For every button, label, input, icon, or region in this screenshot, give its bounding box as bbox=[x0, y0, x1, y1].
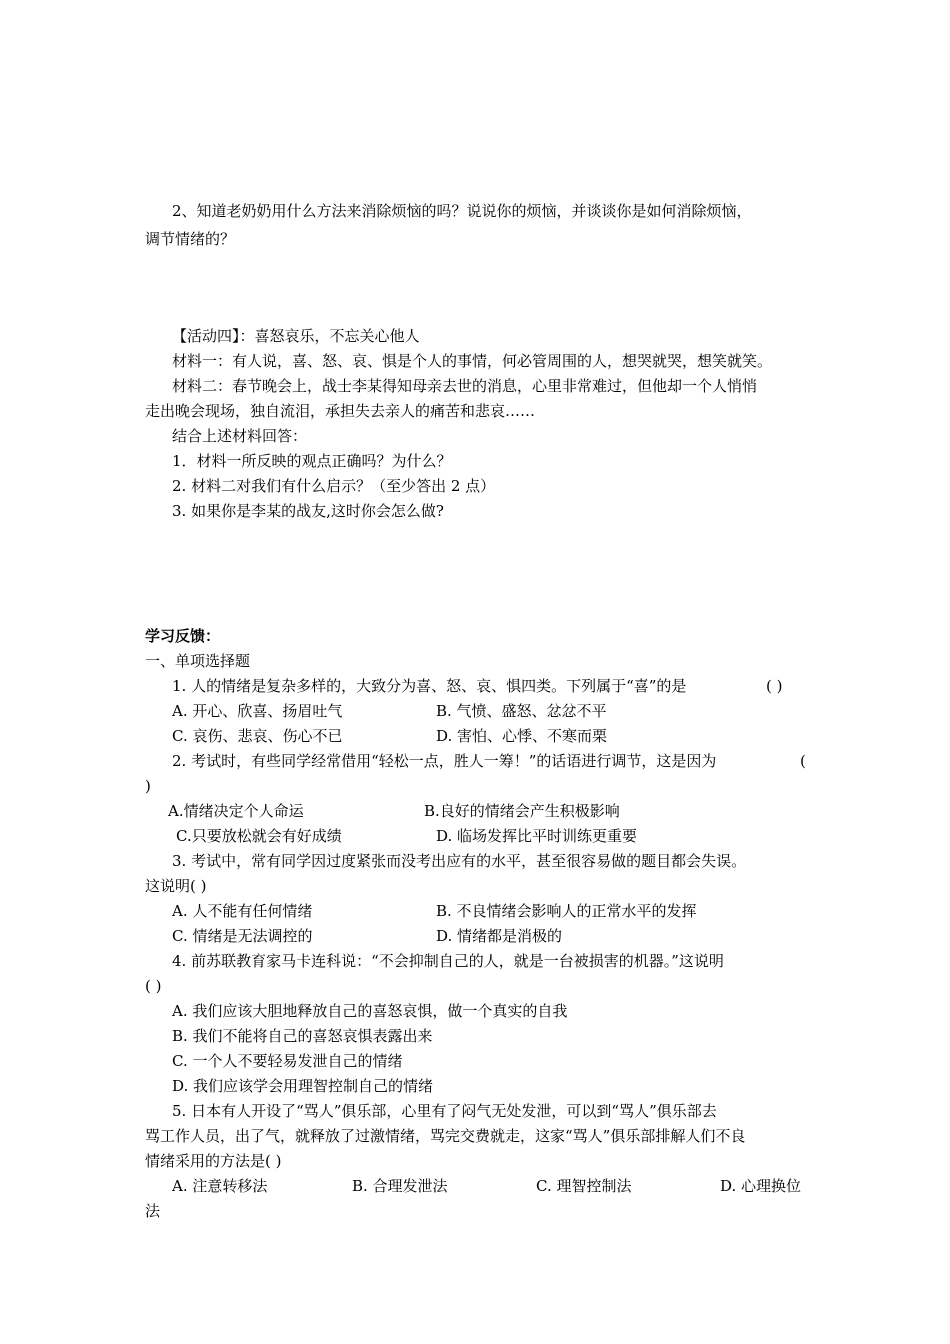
section-heading: 一、单项选择题 bbox=[145, 652, 251, 670]
mc-question-1-paren: ( ) bbox=[766, 677, 783, 695]
activity-question-3: 3. 如果你是李某的战友,这时你会怎么做? bbox=[172, 502, 444, 520]
mc-question-1-option-a: A. 开心、欣喜、扬眉吐气 bbox=[172, 702, 343, 720]
mc-question-5-stem-line1: 5. 日本有人开设了“骂人”俱乐部，心里有了闷气无处发泄，可以到“骂人”俱乐部去 bbox=[172, 1102, 717, 1120]
mc-question-5-stem-line3: 情绪采用的方法是( ) bbox=[145, 1152, 282, 1170]
mc-question-4-option-a: A. 我们应该大胆地释放自己的喜怒哀惧，做一个真实的自我 bbox=[172, 1002, 568, 1020]
mc-question-5-option-d: D. 心理换位 bbox=[720, 1177, 802, 1195]
mc-question-4-option-c: C. 一个人不要轻易发泄自己的情绪 bbox=[172, 1052, 403, 1070]
activity-4-heading: 【活动四】：喜怒哀乐，不忘关心他人 bbox=[172, 327, 420, 345]
mc-question-2-paren-open: ( bbox=[800, 752, 806, 770]
mc-question-2-option-b: B.良好的情绪会产生积极影响 bbox=[424, 802, 620, 820]
mc-question-4-option-d: D. 我们应该学会用理智控制自己的情绪 bbox=[172, 1077, 434, 1095]
mc-question-1-option-b: B. 气愤、盛怒、忿忿不平 bbox=[436, 702, 607, 720]
material-2-line2: 走出晚会现场，独自流泪，承担失去亲人的痛苦和悲哀…… bbox=[145, 402, 536, 420]
mc-question-1-option-c: C. 哀伤、悲哀、伤心不已 bbox=[172, 727, 343, 745]
mc-question-2-option-d: D. 临场发挥比平时训练更重要 bbox=[436, 827, 638, 845]
question-2-line2: 调节情绪的？ bbox=[145, 230, 236, 248]
mc-question-3-stem-line2: 这说明( ) bbox=[145, 877, 207, 895]
mc-question-5-option-c: C. 理智控制法 bbox=[536, 1177, 632, 1195]
mc-question-4-stem-line1: 4. 前苏联教育家马卡连科说：“不会抑制自己的人，就是一台被损害的机器。”这说明 bbox=[172, 952, 724, 970]
mc-question-2-option-c: C.只要放松就会有好成绩 bbox=[176, 827, 342, 845]
mc-question-4-stem-line2: ( ) bbox=[145, 977, 162, 995]
mc-question-3-option-a: A. 人不能有任何情绪 bbox=[172, 902, 313, 920]
mc-question-5-option-b: B. 合理发泄法 bbox=[352, 1177, 448, 1195]
mc-question-3-option-b: B. 不良情绪会影响人的正常水平的发挥 bbox=[436, 902, 697, 920]
mc-question-3-option-c: C. 情绪是无法调控的 bbox=[172, 927, 313, 945]
mc-question-4-option-b: B. 我们不能将自己的喜怒哀惧表露出来 bbox=[172, 1027, 433, 1045]
mc-question-5-option-d-continued: 法 bbox=[145, 1202, 161, 1220]
mc-question-2-paren-close: ) bbox=[145, 777, 151, 795]
mc-question-3-stem-line1: 3. 考试中，常有同学因过度紧张而没考出应有的水平，甚至很容易做的题目都会失误。 bbox=[172, 852, 747, 870]
mc-question-5-stem-line2: 骂工作人员，出了气，就释放了过激情绪，骂完交费就走，这家“骂人”俱乐部排解人们不良 bbox=[145, 1127, 746, 1145]
activity-question-2: 2. 材料二对我们有什么启示？（至少答出 2 点） bbox=[172, 477, 496, 495]
mc-question-3-option-d: D. 情绪都是消极的 bbox=[436, 927, 563, 945]
material-1: 材料一：有人说，喜、怒、哀、惧是个人的事情，何必管周围的人，想哭就哭，想笑就笑。 bbox=[172, 352, 773, 370]
mc-question-2-stem: 2. 考试时，有些同学经常借用“轻松一点，胜人一筹！”的话语进行调节，这是因为 bbox=[172, 752, 717, 770]
activity-question-1: 1．材料一所反映的观点正确吗？为什么？ bbox=[172, 452, 452, 470]
mc-question-1-stem: 1. 人的情绪是复杂多样的，大致分为喜、怒、哀、惧四类。下列属于“喜”的是 bbox=[172, 677, 687, 695]
mc-question-5-option-a: A. 注意转移法 bbox=[172, 1177, 268, 1195]
mc-question-1-option-d: D. 害怕、心悸、不寒而栗 bbox=[436, 727, 608, 745]
feedback-title: 学习反馈： bbox=[145, 627, 221, 645]
mc-question-2-option-a: A.情绪决定个人命运 bbox=[168, 802, 304, 820]
answer-prompt: 结合上述材料回答： bbox=[172, 427, 308, 445]
question-2-line1: 2、知道老奶奶用什么方法来消除烦恼的吗？说说你的烦恼，并谈谈你是如何消除烦恼， bbox=[172, 202, 752, 220]
material-2-line1: 材料二：春节晚会上，战士李某得知母亲去世的消息，心里非常难过，但他却一个人悄悄 bbox=[172, 377, 758, 395]
